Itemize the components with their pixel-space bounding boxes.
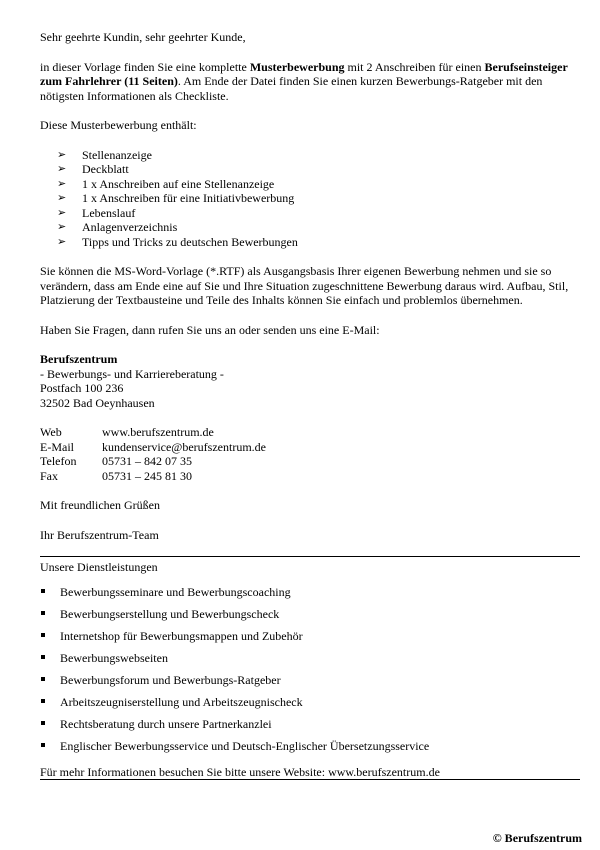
questions-paragraph: Haben Sie Fragen, dann rufen Sie uns an oder senden uns eine E-Mail:	[40, 322, 380, 337]
arrow-bullet-icon: ➢	[57, 206, 67, 219]
contact-web[interactable]: www.berufszentrum.de	[102, 425, 214, 439]
contact-table	[40, 425, 266, 483]
list-item: Bewerbungsforum und Bewerbungs-Ratgeber	[40, 669, 580, 691]
intro-text-3: . Am Ende der Datei finden Sie einen kurzen Bewerbungs-Ratgeber mit den nötigsten Informationen als Checkliste.	[40, 74, 543, 103]
square-bullet-icon	[41, 743, 45, 747]
contact-label: Web	[40, 425, 62, 439]
contact-email[interactable]: kundenservice@berufszentrum.de	[102, 439, 266, 454]
arrow-bullet-icon: ➢	[57, 221, 67, 233]
signature: Ihr Berufszentrum-Team	[40, 527, 159, 542]
footer-text: Für mehr Informationen besuchen Sie bitte unsere Website: www.berufszentrum.de	[40, 764, 440, 779]
document-page	[40, 30, 580, 780]
closing: Mit freundlichen Grüßen	[40, 498, 160, 512]
city: 32502 Bad Oeynhausen	[40, 395, 155, 410]
contact-row	[40, 440, 266, 455]
arrow-bullet-icon: ➢	[57, 192, 67, 204]
list-item: Englischer Bewerbungsservice und Deutsch-Englischer Übersetzungsservice	[40, 735, 580, 757]
list-item: ➢ 1 x Anschreiben auf eine Stellenanzeige	[57, 176, 275, 191]
list-item: Internetshop für Bewerbungsmappen und Zubehör	[40, 625, 580, 647]
list-item: Bewerbungswebseiten	[40, 647, 580, 669]
contents-list	[40, 148, 580, 250]
contact-label: Telefon	[40, 454, 77, 468]
square-bullet-icon	[41, 721, 45, 725]
arrow-bullet-icon: ➢	[57, 163, 67, 175]
square-bullet-icon	[41, 611, 45, 615]
contact-row	[40, 469, 266, 484]
divider	[40, 779, 580, 780]
contact-label: E-Mail	[40, 439, 74, 454]
arrow-bullet-icon: ➢	[57, 177, 67, 190]
list-item: Bewerbungsseminare und Bewerbungscoaching	[40, 581, 580, 603]
intro-bold-1: Musterbewerbung	[249, 59, 345, 74]
list-item: ➢ Anlagenverzeichnis	[57, 220, 178, 234]
square-bullet-icon	[41, 699, 45, 703]
square-bullet-icon	[41, 633, 45, 637]
list-item: ➢ Tipps und Tricks zu deutschen Bewerbungen	[57, 234, 298, 249]
services-heading: Unsere Dienstleistungen	[40, 560, 158, 574]
intro-paragraph	[40, 60, 580, 104]
services-list	[40, 581, 580, 757]
intro-bold-2: Berufseinsteiger zum Fahrlehrer (11 Seiten)	[40, 59, 568, 88]
copyright: © Berufszentrum	[492, 831, 582, 845]
postbox: Postfach 100 236	[40, 381, 124, 395]
list-item: Arbeitszeugniserstellung und Arbeitszeugnischeck	[40, 691, 580, 713]
square-bullet-icon	[41, 655, 45, 659]
list-item: Bewerbungserstellung und Bewerbungscheck	[40, 603, 580, 625]
square-bullet-icon	[41, 589, 45, 593]
intro-text-2: mit 2 Anschreiben für einen	[344, 59, 485, 74]
list-item: ➢ Stellenanzeige	[57, 147, 152, 162]
square-bullet-icon	[41, 677, 45, 681]
company-tagline: - Bewerbungs- und Karriereberatung -	[40, 366, 224, 381]
contact-row	[40, 425, 266, 440]
contact-fax: 05731 – 245 81 30	[102, 468, 192, 483]
greeting: Sehr geehrte Kundin, sehr geehrter Kunde,	[40, 30, 246, 44]
arrow-bullet-icon: ➢	[57, 235, 67, 248]
arrow-bullet-icon: ➢	[57, 148, 67, 161]
usage-paragraph: Sie können die MS-Word-Vorlage (*.RTF) als Ausgangsbasis Ihrer eigenen Bewerbung nehmen und sie so verändern, dass am Ende eine auf Sie und Ihre Situation zugeschnittene Bewerbung daraus wird. Aufbau, Stil, Platzierung der Textbausteine und Teile des Inhalts können Sie einfach und problemlos übernehmen.	[40, 264, 569, 307]
list-item: ➢ Deckblatt	[57, 162, 129, 176]
contact-phone: 05731 – 842 07 35	[102, 454, 192, 468]
contents-heading: Diese Musterbewerbung enthält:	[40, 118, 197, 132]
contact-row	[40, 454, 266, 469]
intro-text-1: in dieser Vorlage finden Sie eine komplette	[40, 59, 250, 74]
list-item: ➢ Lebenslauf	[57, 205, 136, 220]
contact-label: Fax	[40, 468, 58, 483]
list-item: ➢ 1 x Anschreiben für eine Initiativbewerbung	[57, 191, 295, 205]
address-block	[40, 352, 580, 410]
list-item: Rechtsberatung durch unsere Partnerkanzlei	[40, 713, 580, 735]
company-name: Berufszentrum	[40, 352, 118, 366]
